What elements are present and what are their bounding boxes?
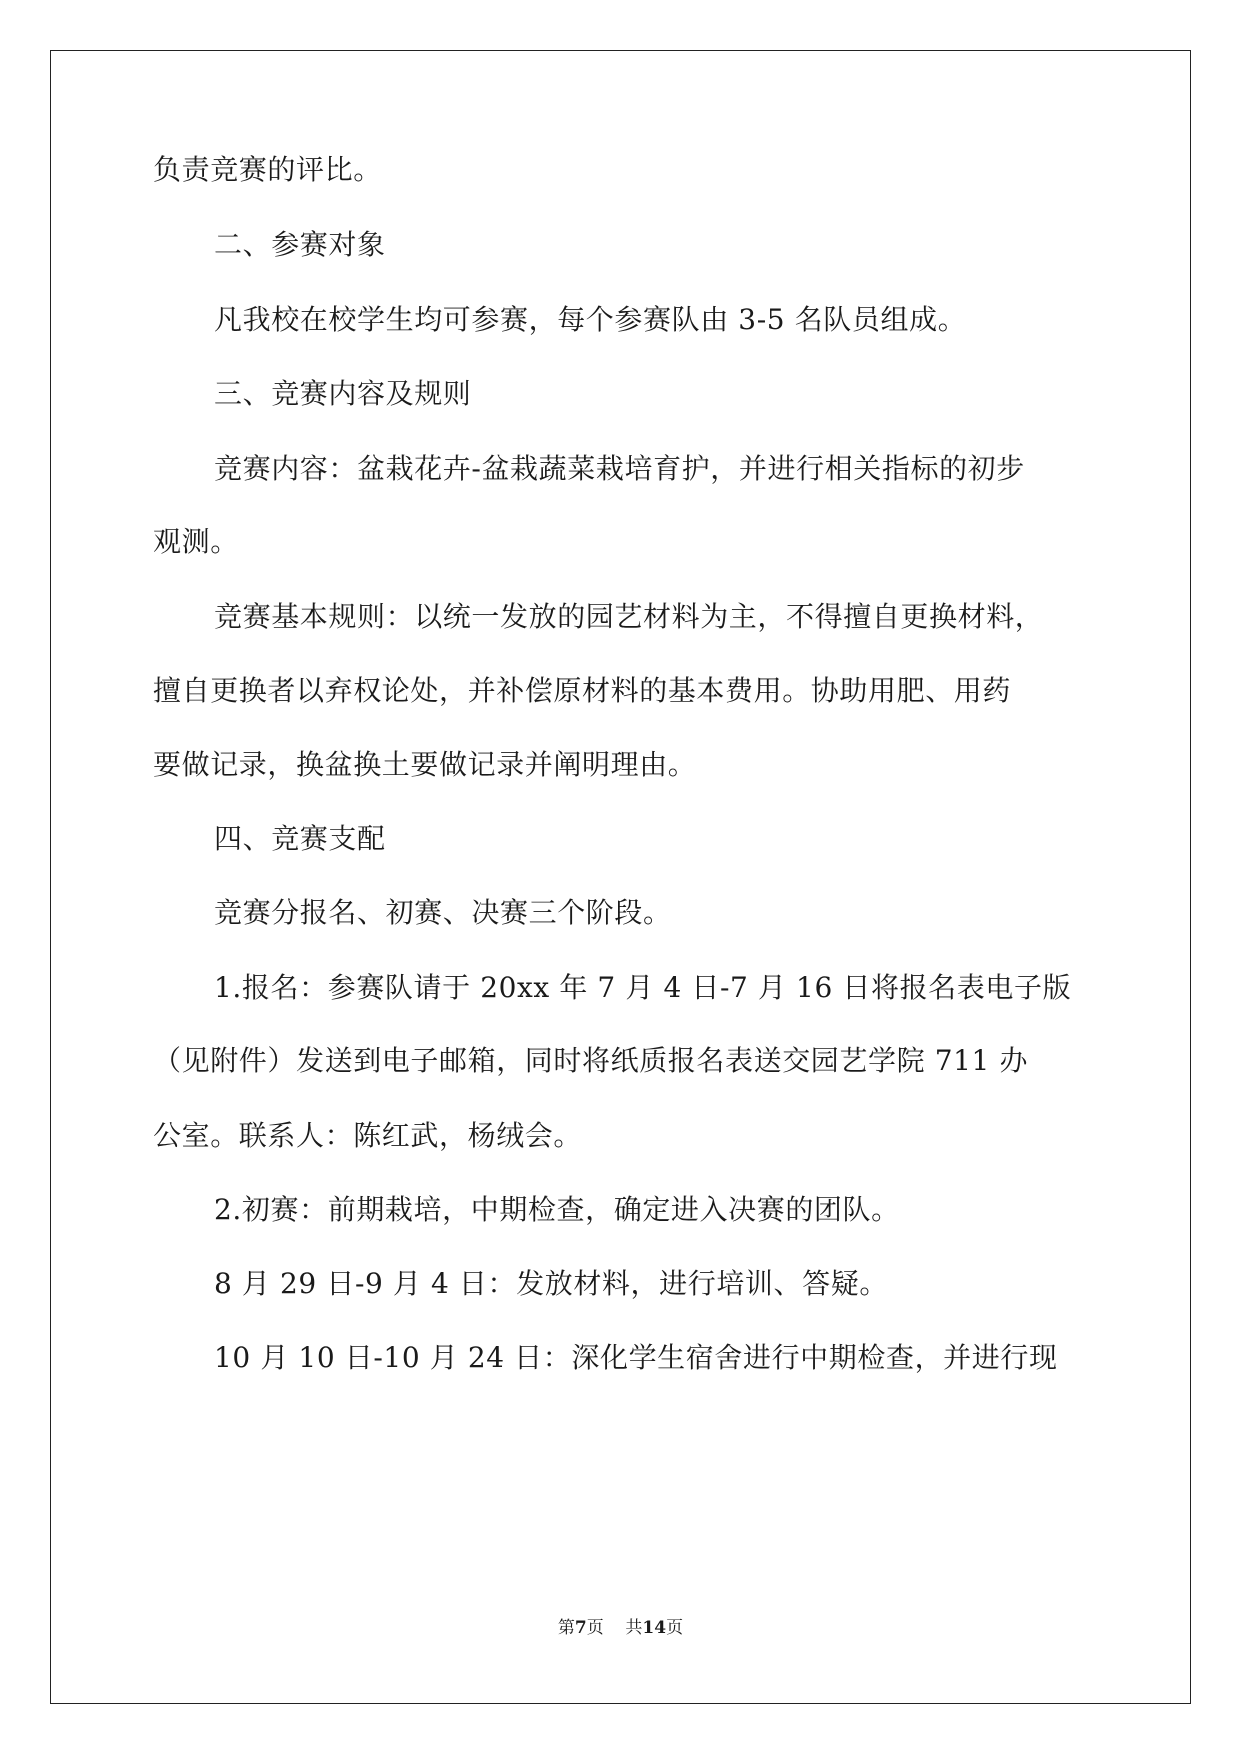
text-line: 凡我校在校学生均可参赛，每个参赛队由 3-5 名队员组成。 xyxy=(214,303,967,336)
text-line: 竞赛基本规则：以统一发放的园艺材料为主，不得擅自更换材料， xyxy=(214,600,1044,633)
section-heading: 二、参赛对象 xyxy=(214,228,386,261)
text-line: 竞赛内容：盆栽花卉-盆栽蔬菜栽培育护，并进行相关指标的初步 xyxy=(214,452,1025,485)
total-pages: 14 xyxy=(642,1618,667,1638)
text-line: 10 月 10 日-10 月 24 日：深化学生宿舍进行中期检查，并进行现 xyxy=(214,1341,1058,1374)
page-prefix: 第 xyxy=(557,1618,575,1638)
text-line: 8 月 29 日-9 月 4 日：发放材料，进行培训、答疑。 xyxy=(214,1267,888,1300)
text-line: 竞赛分报名、初赛、决赛三个阶段。 xyxy=(214,896,672,929)
total-suffix: 页 xyxy=(666,1618,684,1638)
text-line: 擅自更换者以弃权论处，并补偿原材料的基本费用。协助用肥、用药 xyxy=(153,674,1012,707)
text-line: （见附件）发送到电子邮箱，同时将纸质报名表送交园艺学院 711 办 xyxy=(153,1044,1029,1077)
section-heading: 四、竞赛支配 xyxy=(214,822,386,855)
page-suffix: 页 xyxy=(586,1618,604,1638)
text-line: 负责竞赛的评比。 xyxy=(153,153,382,186)
text-line: 1.报名：参赛队请于 20xx 年 7 月 4 日-7 月 16 日将报名表电子版 xyxy=(214,971,1072,1004)
section-heading: 三、竞赛内容及规则 xyxy=(214,377,472,410)
page-number: 7 xyxy=(574,1618,587,1638)
text-line: 观测。 xyxy=(153,525,239,558)
text-line: 公室。联系人：陈红武，杨绒会。 xyxy=(153,1119,583,1152)
total-prefix: 共 xyxy=(625,1618,643,1638)
page-border xyxy=(50,50,1191,1704)
page-footer xyxy=(0,1616,1241,1640)
text-line: 要做记录，换盆换土要做记录并阐明理由。 xyxy=(153,748,697,781)
text-line: 2.初赛：前期栽培，中期检查，确定进入决赛的团队。 xyxy=(214,1193,900,1226)
